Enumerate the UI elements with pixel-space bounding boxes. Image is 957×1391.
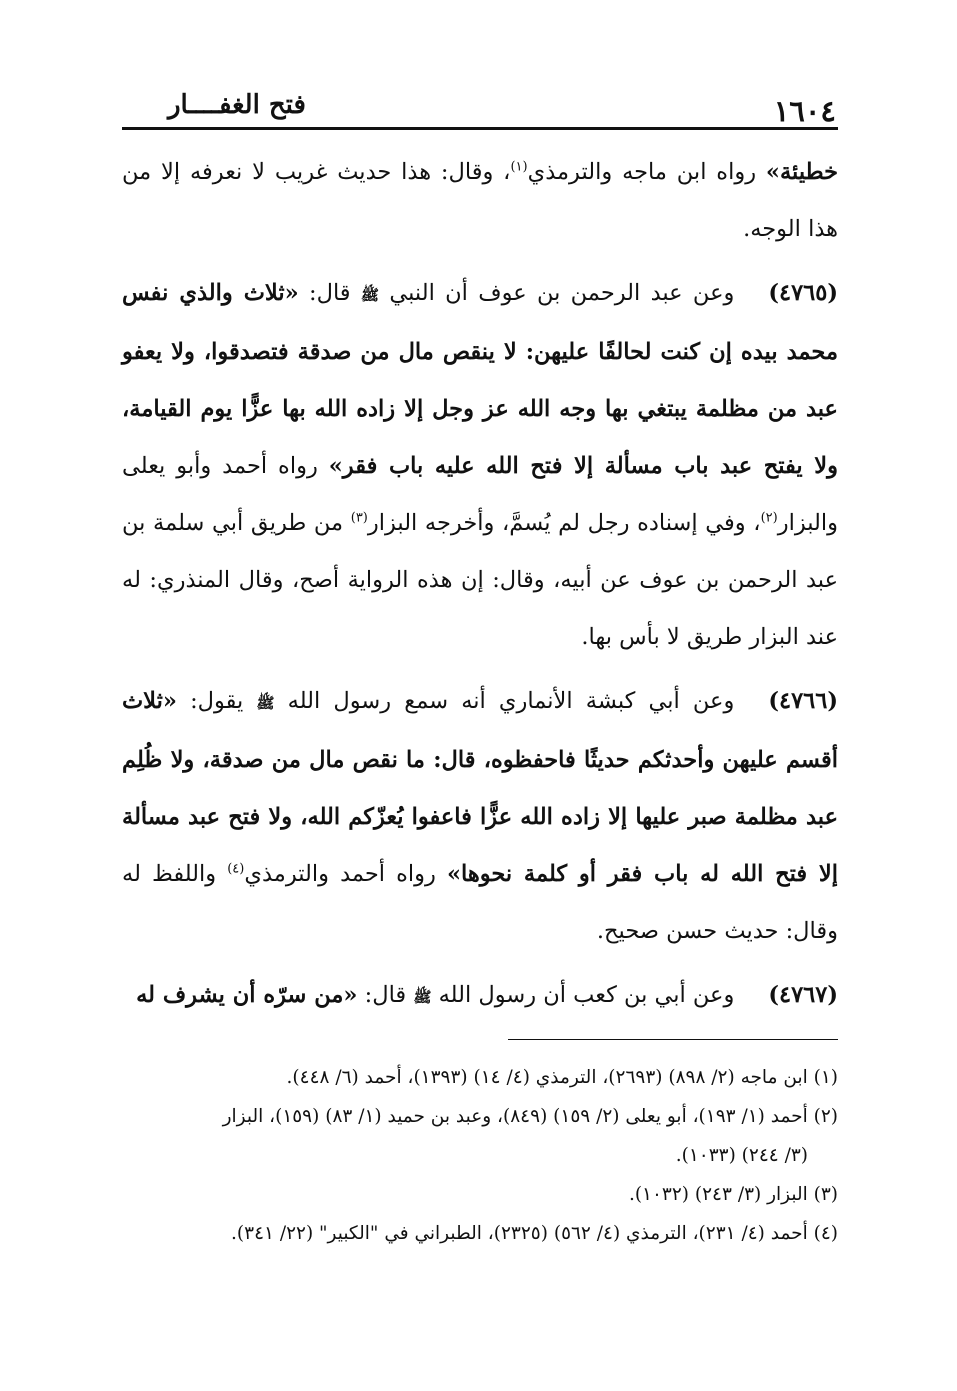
hadith-said: قال:: [357, 982, 414, 1008]
footnote-ref: (٤): [227, 861, 245, 877]
hadith-commentary: واللفظ له وقال: حديث حسن صحيح.: [122, 861, 838, 944]
footnote-ref: (١): [510, 159, 528, 175]
footnote-ref: (٢): [760, 510, 778, 526]
hadith-number: (٤٧٦٦): [768, 688, 838, 714]
hadith-isnad: وعن أبي بن كعب أن رسول الله: [438, 982, 735, 1008]
hadith-quote: «من سرّه أن يشرف له: [136, 982, 358, 1008]
footnote-ref: (٣): [350, 510, 368, 526]
header-rule: [122, 127, 838, 130]
book-title: فتح الغفــــار: [168, 90, 306, 120]
hadith-isnad: وعن عبد الرحمن بن عوف أن النبي: [389, 280, 735, 306]
page-number: ١٦٠٤: [773, 94, 836, 128]
footnote-1: (١) ابن ماجه (٢/ ٨٩٨) (٢٦٩٣)، الترمذي (٤/ ١٤) (١٣٩٣)، أحمد (٦/ ٤٤٨).: [286, 1067, 838, 1088]
hadith-said: يقول:: [176, 688, 257, 714]
hadith-4765: [122, 265, 838, 666]
quote-end: خطيئة»: [765, 159, 838, 185]
paragraph-continuation: [122, 144, 838, 258]
hadith-quote: «ثلاث أقسم عليهن وأحدثكم حديثًا فاحفظوه، قال: ما نقص مال من صدقة، ولا ظُلِم عبد مظلمة صبر عليها إلا زاده الله عزًّا فاعفوا يُعزّكم الله، ولا فتح عبد مسألة إلا فتح الله له باب فقر أو كلمة نحوها»: [122, 688, 838, 887]
footnote-2: (٢) أحمد (١/ ١٩٣)، أبو يعلى (٢/ ١٥٩) (٨٤٩)، وعبد بن حميد (١/ ٨٣) (١٥٩)، البزار: [222, 1106, 838, 1127]
hadith-number: (٤٧٦٧): [768, 982, 838, 1008]
footnote-separator: [508, 1039, 838, 1040]
hadith-4766: [122, 673, 838, 960]
hadith-commentary: ، وفي إسناده رجل لم يُسمَّ، وأخرجه البزار: [367, 510, 761, 536]
hadith-number: (٤٧٦٥): [768, 280, 839, 306]
footnote-3: (٣) البزار (٣/ ٢٤٣) (١٠٣٢).: [628, 1184, 838, 1205]
main-text: [122, 144, 838, 1033]
footnote-4: (٤) أحمد (٤/ ٢٣١)، الترمذي (٤/ ٥٦٢) (٢٣٢٥)، الطبراني في "الكبير" (٢٢/ ٣٤١).: [231, 1223, 838, 1244]
hadith-isnad: وعن أبي كبشة الأنماري أنه سمع رسول الله: [287, 688, 735, 714]
hadith-source: رواه أحمد وأبو يعلى والبزار: [122, 453, 838, 536]
hadith-quote: «ثلاث والذي نفس محمد بيده إن كنت لحالفًا عليهن: لا ينقص مال من صدقة فتصدقوا، ولا يعفو عبد من مظلمة يبتغي بها وجه الله عز وجل إلا زاده الله بها عزًّا يوم القيامة، ولا يفتح عبد باب مسألة إلا فتح الله عليه باب فقر»: [122, 280, 838, 479]
paragraph-text: رواه ابن ماجه والترمذي: [527, 159, 766, 185]
salutation-glyph: ﷺ: [413, 988, 432, 1006]
hadith-commentary: من طريق أبي سلمة بن عبد الرحمن بن عوف عن أبيه، وقال: إن هذه الرواية أصح، وقال المنذري: له عند البزار طريق لا بأس بها.: [122, 510, 838, 650]
paragraph-text: ، وقال: هذا حديث غريب لا نعرفه إلا من هذا الوجه.: [122, 159, 838, 242]
salutation-glyph: ﷺ: [360, 286, 380, 304]
running-head: [122, 82, 838, 130]
salutation-glyph: ﷺ: [256, 694, 275, 712]
hadith-said: قال:: [298, 280, 361, 306]
footnotes: [122, 1058, 838, 1253]
hadith-4767: [122, 967, 838, 1026]
footnote-2-continued: (٣/ ٢٤٤) (١٠٣٣).: [675, 1145, 808, 1166]
hadith-source: رواه أحمد والترمذي: [244, 861, 447, 887]
